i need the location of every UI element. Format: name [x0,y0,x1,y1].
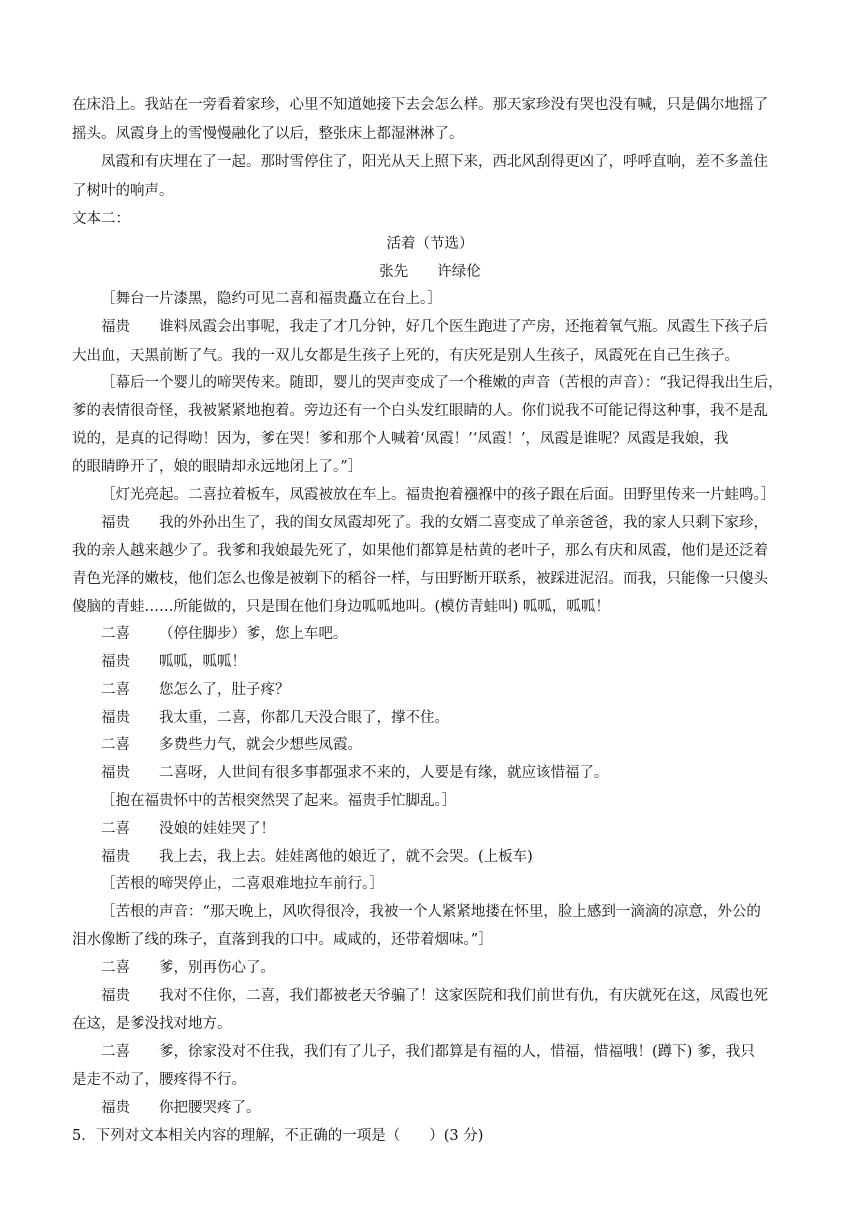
dialogue-text: 我太重，二喜，你都几天没合眼了，撑不住。 [159,710,449,726]
dialogue-text: 青色光泽的嫩枝，他们怎么也像是被剃下的稻谷一样，与田野断开联系，被踩进泥沼。而我，只能像一只傻头 [72,571,768,587]
stage-direction: 说的，是真的记得呦！因为，爹在哭！爹和那个人喊着‘凤霞！’‘凤霞！’，凤霞是谁呢？凤霞是我娘，我 [72,431,729,447]
dialogue-text: 爹，徐家没对不住我，我们有了儿子，我们都算是有福的人，惜福，惜福哦！(蹲下) 爹，我只 [159,1044,755,1060]
stage-direction: 爹的表情很奇怪，我被紧紧地抱着。旁边还有一个白头发红眼睛的人。你们说我不可能记得这种事，我不是乱 [72,403,768,419]
stage-direction: ［抱在福贵怀中的苦根突然哭了起来。福贵手忙脚乱。］ [101,793,457,809]
speaker-name: 福贵 [101,988,130,1004]
dialogue-text: 爹，别再伤心了。 [159,960,275,976]
dialogue-line [101,847,533,867]
stage-direction: 泪水像断了线的珠子，直落到我的口中。咸咸的，还带着烟味。”］ [72,932,493,948]
speaker-name: 福贵 [101,515,130,531]
dialogue-line [101,708,449,728]
stage-direction: ［苦根的声音：“那天晚上，风吹得很冷，我被一个人紧紧地搂在怀里，脸上感到一滴滴的凉意，外公的 [101,904,761,920]
play-authors: 张先 许绿伦 [379,264,481,280]
stage-direction: 的眼睛睁开了，娘的眼睛却永远地闭上了。”］ [72,459,363,475]
speaker-name: 福贵 [101,710,130,726]
dialogue-text: 你把腰哭疼了。 [159,1100,261,1116]
play-title: 活着（节选） [386,236,474,252]
dialogue-line [101,958,275,978]
speaker-name: 福贵 [101,319,130,335]
text1-line: 凤霞和有庆埋在了一起。那时雪停住了，阳光从天上照下来，西北风刮得更凶了，呼呼直响，差不多盖住 [101,154,768,170]
speaker-name: 二喜 [101,821,130,837]
dialogue-line [101,624,348,644]
stage-direction: ［幕后一个婴儿的啼哭传来。随即，婴儿的哭声变成了一个稚嫩的声音（苦根的声音）：“我记得我出生后， [101,375,783,391]
dialogue-line [101,317,768,337]
dialogue-line [101,1042,755,1062]
text1-line: 了树叶的响声。 [72,183,174,199]
text1-line: 摇头。凤霞身上的雪慢慢融化了以后，整张床上都湿淋淋了。 [72,126,464,142]
section-label: 文本二： [72,211,130,227]
text1-line: 在床沿上。我站在一旁看着家珍，心里不知道她接下去会怎么样。那天家珍没有哭也没有喊，只是偶尔地摇了 [72,97,768,113]
dialogue-line [101,1098,261,1118]
dialogue-line [101,763,609,783]
dialogue-text: 呱呱，呱呱！ [159,654,246,670]
question-stem: 5．下列对文本相关内容的理解，不正确的一项是（ ）(3 分) [72,1128,484,1144]
dialogue-line [101,680,290,700]
stage-direction: ［舞台一片漆黑，隐约可见二喜和福贵矗立在台上。］ [101,291,442,307]
dialogue-text: 我的亲人越来越少了。我爹和我娘最先死了，如果他们都算是枯黄的老叶子，那么有庆和凤霞，他们是还泛着 [72,543,768,559]
speaker-name: 福贵 [101,765,130,781]
dialogue-text: 您怎么了，肚子疼？ [159,682,290,698]
stage-direction: ［苦根的啼哭停止，二喜艰难地拉车前行。］ [101,876,384,892]
speaker-name: 二喜 [101,737,130,753]
dialogue-text: 多费些力气，就会少想些凤霞。 [159,737,362,753]
dialogue-line [101,986,768,1006]
dialogue-text: 傻脑的青蛙……所能做的，只是围在他们身边呱呱地叫。(模仿青蛙叫) 呱呱，呱呱！ [72,599,610,615]
dialogue-text: 是走不动了，腰疼得不行。 [72,1072,246,1088]
speaker-name: 二喜 [101,682,130,698]
dialogue-text: 我的外孙出生了，我的闺女凤霞却死了。我的女婿二喜变成了单亲爸爸，我的家人只剩下家珍， [159,515,768,531]
dialogue-text: 谁料凤霞会出事呢，我走了才几分钟，好几个医生跑进了产房，还拖着氧气瓶。凤霞生下孩子后 [159,319,768,335]
dialogue-text: 大出血，天黑前断了气。我的一双儿女都是生孩子上死的，有庆死是别人生孩子，凤霞死在自己生孩子。 [72,348,739,364]
speaker-name: 二喜 [101,960,130,976]
speaker-name: 福贵 [101,849,130,865]
dialogue-text: 在这，是爹没找对地方。 [72,1016,232,1032]
speaker-name: 福贵 [101,654,130,670]
stage-direction: ［灯光亮起。二喜拉着板车，凤霞被放在车上。福贵抱着襁褓中的孩子跟在后面。田野里传来一片蛙鸣。］ [101,487,776,503]
speaker-name: 福贵 [101,1100,130,1116]
dialogue-line [101,652,246,672]
dialogue-text: 没娘的娃娃哭了！ [159,821,275,837]
dialogue-line [101,819,275,839]
speaker-name: 二喜 [101,626,130,642]
dialogue-line [101,735,362,755]
dialogue-text: 我对不住你，二喜，我们都被老天爷骗了！这家医院和我们前世有仇，有庆就死在这，凤霞也死 [159,988,768,1004]
speaker-name: 二喜 [101,1044,130,1060]
dialogue-line [101,513,768,533]
dialogue-text: 我上去，我上去。娃娃离他的娘近了，就不会哭。(上板车) [159,849,533,865]
dialogue-text: 二喜呀，人世间有很多事都强求不来的，人要是有缘，就应该惜福了。 [159,765,609,781]
dialogue-text: （停住脚步）爹，您上车吧。 [159,626,348,642]
